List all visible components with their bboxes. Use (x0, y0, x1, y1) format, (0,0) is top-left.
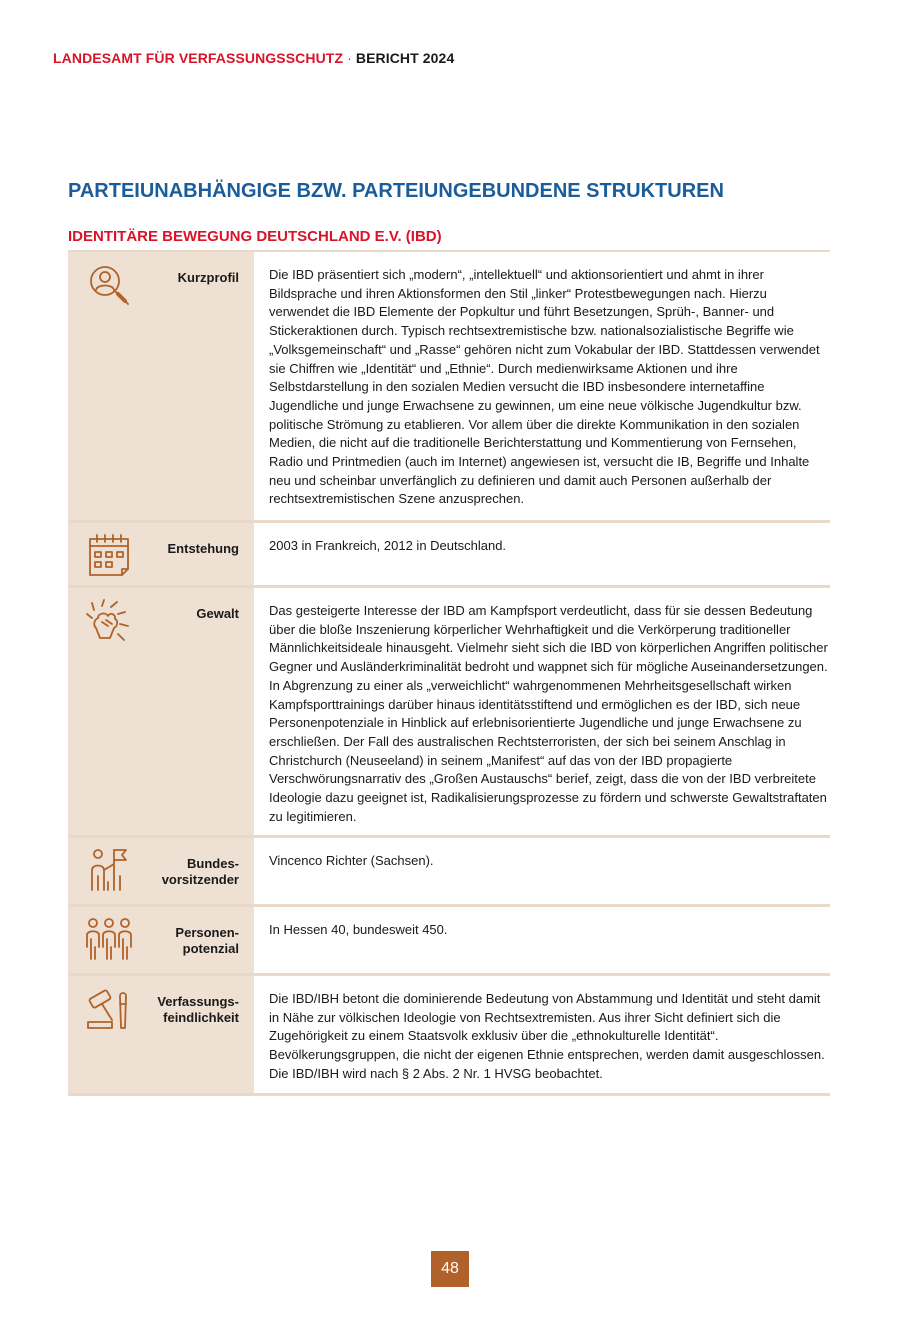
profile-table (68, 250, 830, 1096)
row-text: Die IBD präsentiert sich „modern“, „intellektuell“ und aktionsorientiert und ahmt in ihrer Bildsprache und ihren Aktionsformen den Stil „linker“ Protestbewegungen nach. Hierzu verwendet die IBD Elemente der Popkultur und führt Besetzungen, Sprüh-, Banner- und Stickeraktionen durch. Typisch rechtsextremistische bzw. nationalsozialistische Begriffe wie „Volksgemeinschaft“ und „Rasse“ gehören nicht zum Vokabular der IBD. Stattdessen verwendet sie Chiffren wie „Identität“ und „Ethnie“. Durch medienwirksame Aktionen und ihre Selbstdarstellung in den sozialen Medien versucht die IBD insbesondere internetaffine Jugendliche und junge Erwachsene zu gewinnen, um eine neue völkische Jugendkultur bzw. politische Strömung zu etablieren. Vor allem über die direkte Kommunikation in den sozialen Medien, die nicht auf die traditionelle Berichterstattung und Kommentierung von Fernsehen, Radio und Printmedien (auch im Internet) angewiesen ist, versucht die IB, Begriffe und Inhalte neu und scheinbar unverfänglich zu definieren und damit auch Personen außerhalb der rechtsextremistischen Szene anzusprechen. (269, 267, 820, 507)
running-header (53, 50, 454, 66)
label-cell (68, 523, 254, 585)
row-label: Entstehung (167, 541, 239, 556)
row-content (254, 523, 830, 585)
gavel-icon (84, 984, 134, 1034)
label-cell (68, 838, 254, 904)
row-label: Bundes- vorsitzender (161, 856, 239, 887)
row-text: 2003 in Frankreich, 2012 in Deutschland. (269, 538, 507, 553)
fist-impact-icon (84, 598, 134, 648)
leader-flag-icon (84, 846, 134, 896)
profile-row-bundesvorsitzender (68, 838, 830, 907)
row-text: Die IBD/IBH betont die dominierende Bedeutung von Abstammung und Identität und steht damit in Nähe zur völkischen Ideologie von Rechtsextremisten. Aus ihrer Sicht definiert sich die Zugehörigkeit zu einem Staatsvolk exklusiv über die „ethnokulturelle Identität“. Bevölkerungsgruppen, die nicht der eigenen Ethnie entsprechen, werden damit ausgeschlossen. Die IBD/IBH wird nach § 2 Abs. 2 Nr. 1 HVSG beobachtet. (269, 991, 825, 1081)
profile-row-entstehung (68, 523, 830, 588)
row-label: Verfassungs- feindlichkeit (157, 994, 239, 1025)
row-label: Kurzprofil (177, 270, 239, 285)
row-text: In Hessen 40, bundesweit 450. (269, 922, 448, 937)
header-organization: LANDESAMT FÜR VERFASSUNGSSCHUTZ (53, 50, 344, 66)
row-content (254, 838, 830, 904)
subsection-title: IDENTITÄRE BEWEGUNG DEUTSCHLAND E.V. (IBD) (68, 228, 442, 245)
label-cell (68, 976, 254, 1093)
profile-row-kurzprofil (68, 252, 830, 523)
row-content (254, 588, 830, 835)
profile-row-gewalt (68, 588, 830, 838)
row-text: Das gesteigerte Interesse der IBD am Kampfsport verdeutlicht, dass für sie dessen Bedeutung über die bloße Inszenierung körperlicher Wehrhaftigkeit und die Verkörperung traditioneller Männlichkeitsideale hinausgeht. Vielmehr sieht sich die IBD von körperlichen Angriffen politischer Gegner und Ausländerkriminalität bedroht und wappnet sich für mögliche Auseinandersetzungen. In Abgrenzung zu einer als „verweichlicht“ wahrgenommenen Mehrheitsgesellschaft wirken Kampfsporttrainings darüber hinaus identitätsstiftend und ermöglichen es der IBD, sich neue Personenpotenziale in Hinblick auf erlebnisorientierte Jugendliche und junge Erwachsene zu erschließen. Der Fall des australischen Rechtsterroristen, der sich bei seinem Anschlag in Christchurch (Neuseeland) in seinem „Manifest“ auf das von der IBD propagierte Verschwörungsnarrativ des „Großen Austauschs“ berief, zeigt, dass die von der IBD verbreitete Ideologie dazu geeignet ist, Radikalisierungsprozesse zu fördern und schwerste Gewaltstraftaten zu legitimieren. (269, 603, 828, 824)
profile-row-personenpotenzial (68, 907, 830, 976)
calendar-icon (84, 531, 134, 581)
row-label: Personen- potenzial (175, 925, 239, 956)
header-report: BERICHT 2024 (355, 50, 455, 66)
label-cell (68, 588, 254, 835)
label-cell (68, 252, 254, 520)
row-content (254, 907, 830, 973)
label-cell (68, 907, 254, 973)
row-content (254, 252, 830, 520)
magnifier-person-icon (84, 262, 134, 312)
row-content (254, 976, 830, 1093)
page-number: 48 (431, 1251, 469, 1287)
row-label: Gewalt (196, 606, 239, 621)
header-separator: · (347, 50, 352, 66)
profile-row-verfassungsfeindlichkeit (68, 976, 830, 1096)
row-text: Vincenco Richter (Sachsen). (269, 853, 434, 868)
section-title: PARTEIUNABHÄNGIGE BZW. PARTEIUNGEBUNDENE STRUKTUREN (68, 180, 724, 202)
people-group-icon (84, 915, 134, 965)
